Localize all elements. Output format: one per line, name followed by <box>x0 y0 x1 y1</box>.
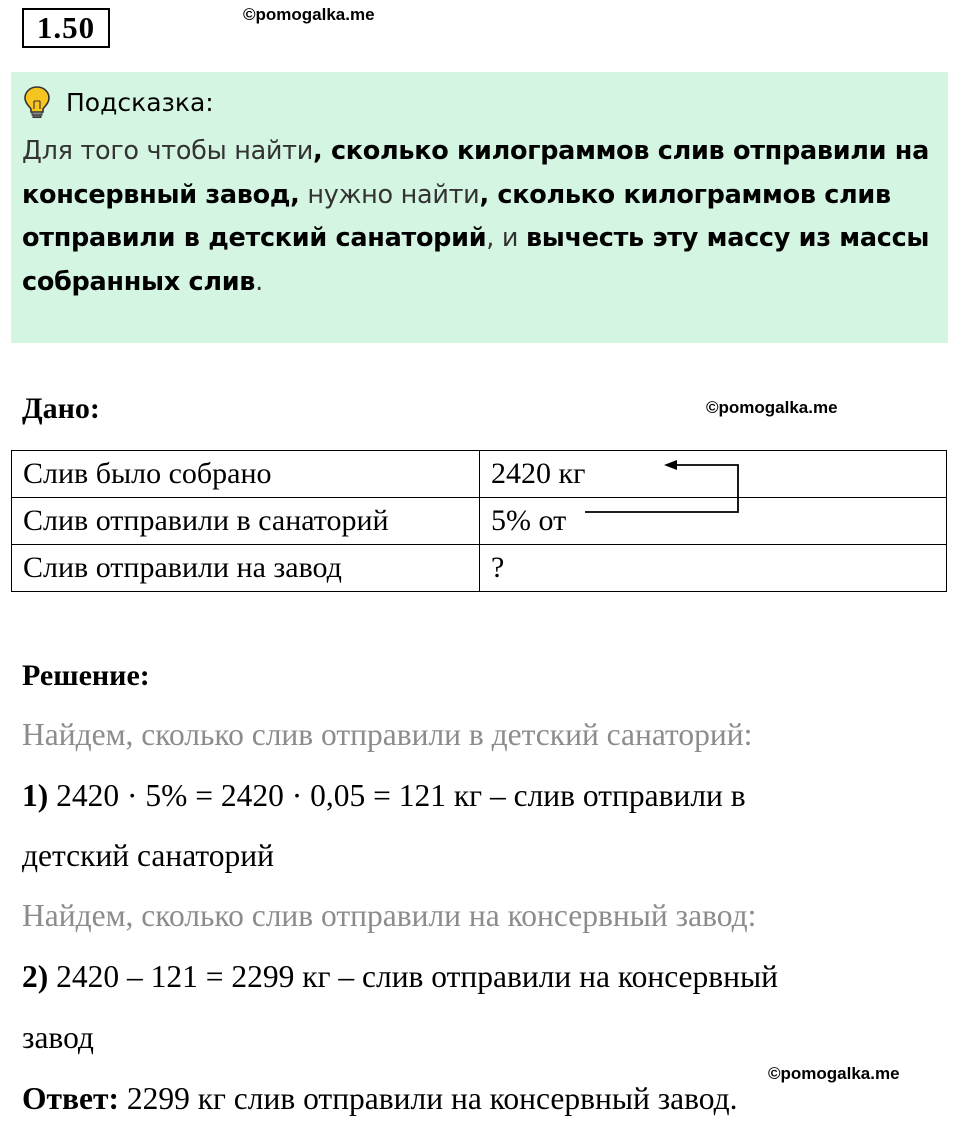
table-row <box>12 545 947 592</box>
table-row <box>12 451 947 498</box>
watermark: ©pomogalka.me <box>768 1064 900 1083</box>
hint-part: Для того чтобы найти <box>22 136 314 166</box>
given-value: 2420 кг <box>480 451 947 498</box>
step1-line <box>22 778 746 814</box>
step2-continuation: завод <box>22 1020 94 1055</box>
table-row <box>12 498 947 545</box>
problem-number: 1.50 <box>22 8 110 48</box>
given-value: ? <box>480 545 947 592</box>
step1-continuation: детский санаторий <box>22 838 274 873</box>
step2-text: 2420 – 121 = 2299 кг – слив отправили на консервный <box>48 959 779 994</box>
hint-part: нужно найти <box>299 179 480 210</box>
hint-title-row <box>22 85 214 119</box>
given-label: Слив было собрано <box>12 451 480 498</box>
step1-intro: Найдем, сколько слив отправили в детский санаторий: <box>22 717 753 752</box>
hint-part: . <box>255 266 263 297</box>
answer-label: Ответ: <box>22 1081 119 1116</box>
given-label: Слив отправили в санаторий <box>12 498 480 545</box>
solution-heading: Решение: <box>22 659 150 692</box>
step-number: 2) <box>22 959 49 994</box>
hint-part-bold: , сколько килограммов слив отправили в детский санаторий <box>22 179 891 253</box>
answer-line <box>22 1081 738 1117</box>
given-label: Слив отправили на завод <box>12 545 480 592</box>
lightbulb-icon <box>22 85 52 119</box>
step-number: 1) <box>22 778 49 813</box>
given-value: 5% от <box>480 498 947 545</box>
given-table <box>11 450 947 592</box>
step2-line <box>22 959 778 995</box>
watermark: ©pomogalka.me <box>243 5 375 24</box>
hint-part-bold: , сколько килограммов слив отправили на консервный завод, <box>22 136 930 210</box>
step1-text: 2420 · 5% = 2420 · 0,05 = 121 кг – слив отправили в <box>48 778 746 813</box>
reference-arrow <box>560 452 760 532</box>
hint-text <box>22 130 937 304</box>
watermark: ©pomogalka.me <box>706 398 838 417</box>
hint-title: Подсказка: <box>66 87 214 117</box>
hint-part: , и <box>486 223 526 253</box>
answer-text: 2299 кг слив отправили на консервный завод. <box>118 1081 738 1116</box>
hint-part-bold: вычесть эту массу из массы собранных слив <box>22 223 930 297</box>
given-heading: Дано: <box>22 392 100 425</box>
step2-intro: Найдем, сколько слив отправили на консервный завод: <box>22 898 757 933</box>
